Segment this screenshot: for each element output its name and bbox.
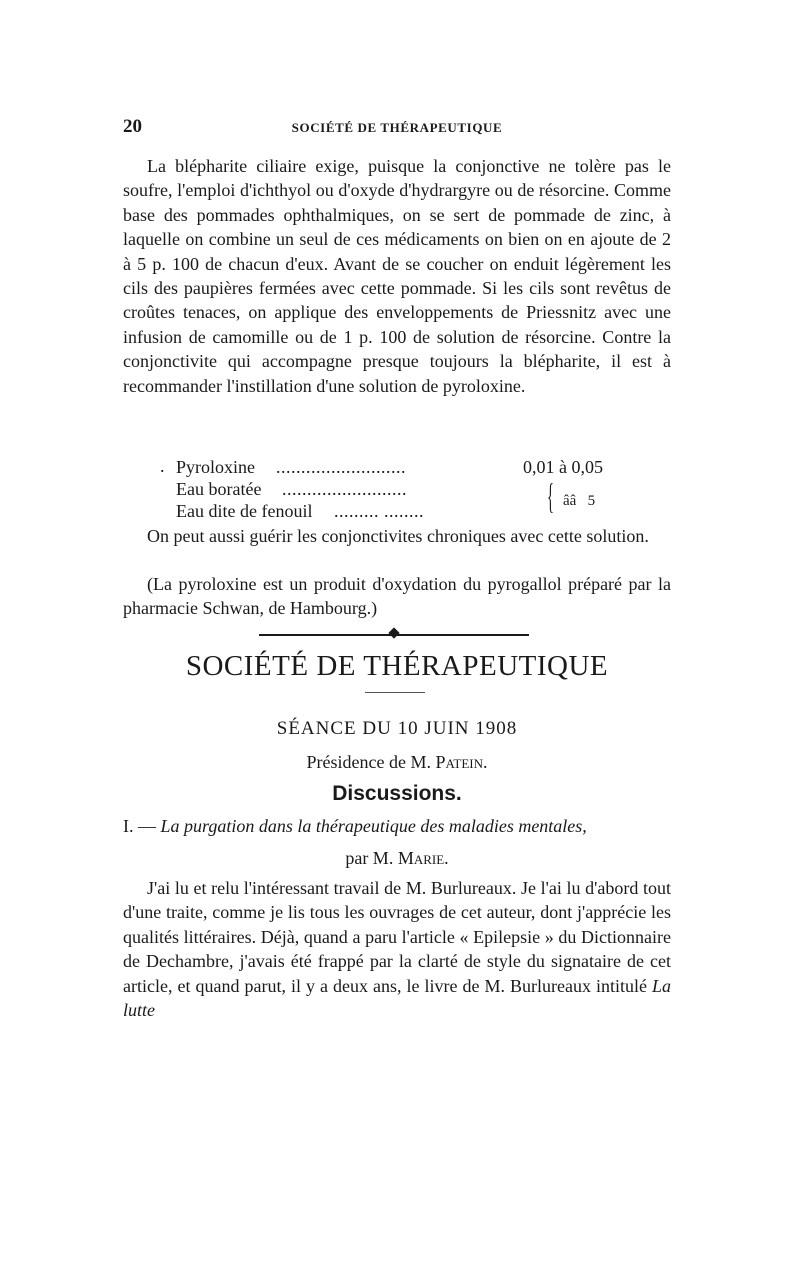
formula-row-1-dose: 0,01 à 0,05 [523,457,603,477]
seance-date: SÉANCE DU 10 JUIN 1908 [276,718,518,739]
topic-author-name: Marie. [397,848,449,868]
paragraph-burlureaux-text: J'ai lu et relu l'intéressant travail de M. Burlureaux. Je l'ai lu d'abord tout d'une traite, comme je lis tous les ouvrages de cet auteur, dont j'apprécie les qualités littéraires. Déjà, quand a paru l'article « Epilepsie » du Dictionnaire de Dechambre, j'avais été frappé par la clarté de style du signataire de cet article, et quand parut, il y a deux ans, le livre de M. Burlureaux intitulé [123,878,671,996]
title-underline [365,692,425,693]
topic-title: La purgation dans la thérapeutique des maladies mentales, [160,816,587,836]
formula-row-2-dots: ......................... [282,479,407,499]
presidence-line [123,752,671,773]
presidence-prefix: Présidence de M. [306,752,431,772]
formula-shared-dose: ââ 5 [563,493,596,509]
section-title: SOCIÉTÉ DE THÉRAPEUTIQUE [185,650,609,682]
paragraph-burlureaux-italic: La lutte [123,975,672,1021]
formula-row-3-name: Eau dite de fenouil [176,501,313,521]
presidence-name: Patein. [435,752,488,772]
paragraph-blepharite: La blépharite ciliaire exige, puisque la conjonctive ne tolère pas le soufre, l'emploi d'ichthyol ou d'oxyde d'hydrargyre ou de résorcine. Comme base des pommades ophthalmiques, on se sert de pommade de zinc, à laquelle on combine un seul de ces médicaments on bien on en ajoute de 2 à 5 p. 100 de chacun d'eux. Avant de se coucher on enduit légèrement les cils des paupières fermées avec cette pommade. Si les cils sont revêtus de croûtes tenaces, on applique des enveloppements de Priessnitz avec une infusion de camomille ou de 1 p. 100 de solution de résorcine. Contre la conjonctivite qui accompagne presque toujours la blépharite, il est à recommander l'instillation d'une solution de pyroloxine. [123,156,671,396]
topic-author [123,848,671,869]
topic-heading [123,816,671,837]
topic-author-prefix: par M. [345,848,394,868]
page-header [123,116,671,140]
paragraph-pyroloxine-note: (La pyroloxine est un produit d'oxydation du pyrogallol préparé par la pharmacie Schwan, de Hambourg.) [123,574,671,619]
formula-row-1-name: Pyroloxine [176,457,255,477]
page-number: 20 [123,116,142,137]
paragraph-burlureaux [123,876,671,1022]
paragraph-conjonctivites: On peut aussi guérir les conjonctivites chroniques avec cette solution. [147,526,649,546]
formula-row-2-name: Eau boratée [176,479,262,499]
formula-row-3-dots: ......... ........ [334,501,424,521]
divider-ornament-icon [388,627,399,638]
formula-row-1-dots: .......................... [276,457,406,477]
book-page: 20 SOCIÉTÉ DE THÉRAPEUTIQUE La blépharite ciliaire exige, puisque la conjonctive ne tolère pas le soufre, l'emploi d'ichthyol ou d'oxyde d'hydrargyre ou de résorcine. Comme base des pommades ophthalmiques, on se sert de pommade de zinc, à laquelle on combine un seul de ces médicaments on bien on en ajoute de 2 à 5 p. 100 de chacun d'eux. Avant de se coucher on enduit légèrement les cils des paupières fermées avec cette pommade. Si les cils sont revêtus de croûtes tenaces, on applique des enveloppements de Priessnitz avec une infusion de camomille ou de 1 p. 100 de solution de résorcine. Contre la conjonctivite qui accompagne presque toujours la blépharite, il est à recommander l'instillation d'une solution de pyroloxine. . Pyroloxine .......................... 0,01 à 0,05 Eau boratée ......................... Eau dite de fenouil ......... ........ { ââ 5 On peut aussi guérir les conjonctivites chroniques avec cette solution. (La pyroloxine est un produit d'oxydation du pyrogallol préparé par la pharmacie Schwan, de Hambourg.) SOCIÉTÉ DE THÉRAPEUTIQUE SÉANCE DU 10 JUIN 1908 Présidence de M. Patein. Discussions. I. — La purgation dans la thérapeutique des maladies mentales, par M. Marie. J'ai lu et relu l'intéressant travail de M. Burlureaux. Je l'ai lu d'abord tout d'une traite, comme je lis tous les ouvrages de cet auteur, dont j'apprécie les qualités littéraires. Déjà, quand a paru l'article « Epilepsie » du Dictionnaire de Dechambre, j'avais été frappé par la clarté de style du signataire de cet article, et quand parut, il y a deux ans, le livre de M. Burlureaux intitulé La lutte [0,0,800,1262]
topic-number: I. — [123,816,156,836]
running-title: SOCIÉTÉ DE THÉRAPEUTIQUE [291,120,503,135]
discussions-heading: Discussions. [332,782,462,805]
formula-brace: { [547,476,554,516]
